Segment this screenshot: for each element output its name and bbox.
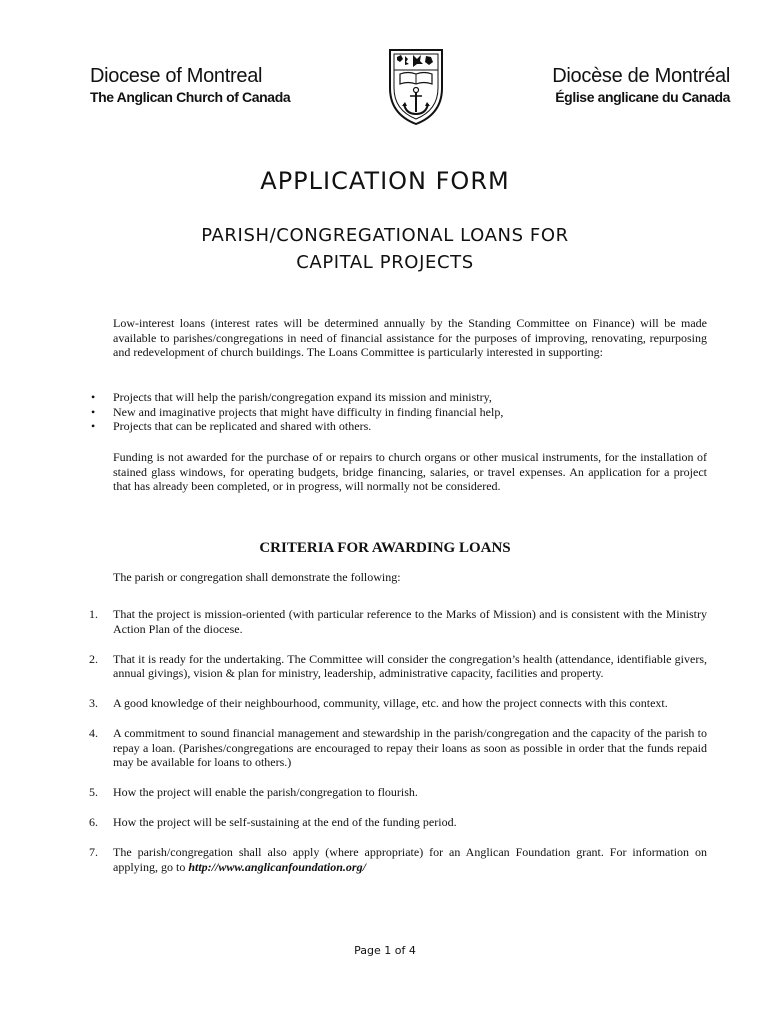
- criteria-number: 3.: [89, 696, 98, 711]
- criteria-item: [89, 696, 707, 711]
- bullet-item: [91, 390, 713, 405]
- document-subtitle: [0, 222, 770, 276]
- criteria-number: 1.: [89, 607, 98, 621]
- diocese-name-fr: Diocèse de Montréal: [552, 65, 730, 87]
- criteria-item: [89, 785, 707, 800]
- page-number: Page 1 of 4: [354, 944, 416, 957]
- criteria-text: How the project will enable the parish/congregation to flourish.: [113, 785, 418, 800]
- criteria-list: [89, 607, 707, 890]
- criteria-item: [89, 726, 707, 770]
- diocese-name-en: Diocese of Montreal: [90, 65, 263, 87]
- criteria-text: That it is ready for the undertaking. The Committee will consider the congregation’s health (attendance, identifiable givers, annual givings), vision & plan for ministry, leadership, administrative capacity, facilities and property.: [113, 651, 707, 681]
- criteria-number: 2.: [89, 651, 98, 666]
- document-subtitle-line-2: CAPITAL PROJECTS: [296, 252, 474, 273]
- criteria-text: That the project is mission-oriented (with particular reference to the Marks of Mission) and is consistent with the Ministry Action Plan of the diocese.: [113, 607, 707, 636]
- criteria-text: How the project will be self-sustaining at the end of the funding period.: [113, 815, 457, 830]
- bullet-item: [91, 404, 713, 420]
- document-title: APPLICATION FORM: [260, 167, 510, 195]
- criteria-item: [89, 607, 707, 636]
- header-right: [552, 64, 730, 106]
- criteria-number: 7.: [89, 845, 98, 860]
- bullet-icon: •: [91, 404, 96, 419]
- bullet-text: Projects that will help the parish/congregation expand its mission and ministry,: [113, 390, 492, 404]
- bullet-icon: •: [91, 419, 96, 434]
- criteria-number: 6.: [89, 815, 98, 830]
- bullet-text: New and imaginative projects that might have difficulty in finding financial help,: [113, 404, 504, 419]
- criteria-number: 4.: [89, 726, 98, 741]
- criteria-text: A good knowledge of their neighbourhood, community, village, etc. and how the project connects with this context.: [113, 696, 668, 711]
- criteria-text: The parish/congregation shall also apply (where appropriate) for an Anglican Foundation grant. For information on applying, go to: [113, 845, 707, 874]
- support-bullet-list: [91, 390, 713, 434]
- bullet-text: Projects that can be replicated and shared with others.: [113, 419, 372, 434]
- church-name-fr: Église anglicane du Canada: [555, 89, 730, 105]
- intro-paragraph: Low-interest loans (interest rates will be determined annually by the Standing Committee on Finance) will be made available to parishes/congregations in need of financial assistance for the purposes of improving, renovating, repurposing and redevelopment of church buildings. The Loans Committee is particularly interested in supporting:: [113, 316, 707, 360]
- bullet-item: [91, 419, 713, 434]
- criteria-text: A commitment to sound financial management and stewardship in the parish/congregation and the capacity of the parish to repay a loan. (Parishes/congregations are encouraged to repay their loans as soon as possible in order that the funds repaid may be available for loans to others.): [113, 726, 707, 770]
- criteria-number: 5.: [89, 785, 98, 800]
- diocese-crest-icon: [386, 44, 446, 128]
- funding-note-paragraph: Funding is not awarded for the purchase of or repairs to church organs or other musical instruments, for the installation of stained glass windows, for operating budgets, bridge financing, salaries, or travel expenses. An application for a project that has already been completed, or in progress, will normally not be considered.: [113, 450, 707, 494]
- criteria-heading: CRITERIA FOR AWARDING LOANS: [259, 540, 511, 556]
- criteria-intro: The parish or congregation shall demonstrate the following:: [113, 570, 401, 584]
- document-subtitle-line-1: PARISH/CONGREGATIONAL LOANS FOR: [201, 225, 569, 246]
- header-left: [90, 64, 290, 106]
- anglican-foundation-link[interactable]: http://www.anglicanfoundation.org/: [188, 859, 366, 874]
- criteria-item: [89, 845, 707, 874]
- bullet-icon: •: [91, 390, 96, 404]
- criteria-item: [89, 651, 707, 681]
- church-name-en: The Anglican Church of Canada: [90, 89, 291, 105]
- criteria-item: [89, 815, 707, 830]
